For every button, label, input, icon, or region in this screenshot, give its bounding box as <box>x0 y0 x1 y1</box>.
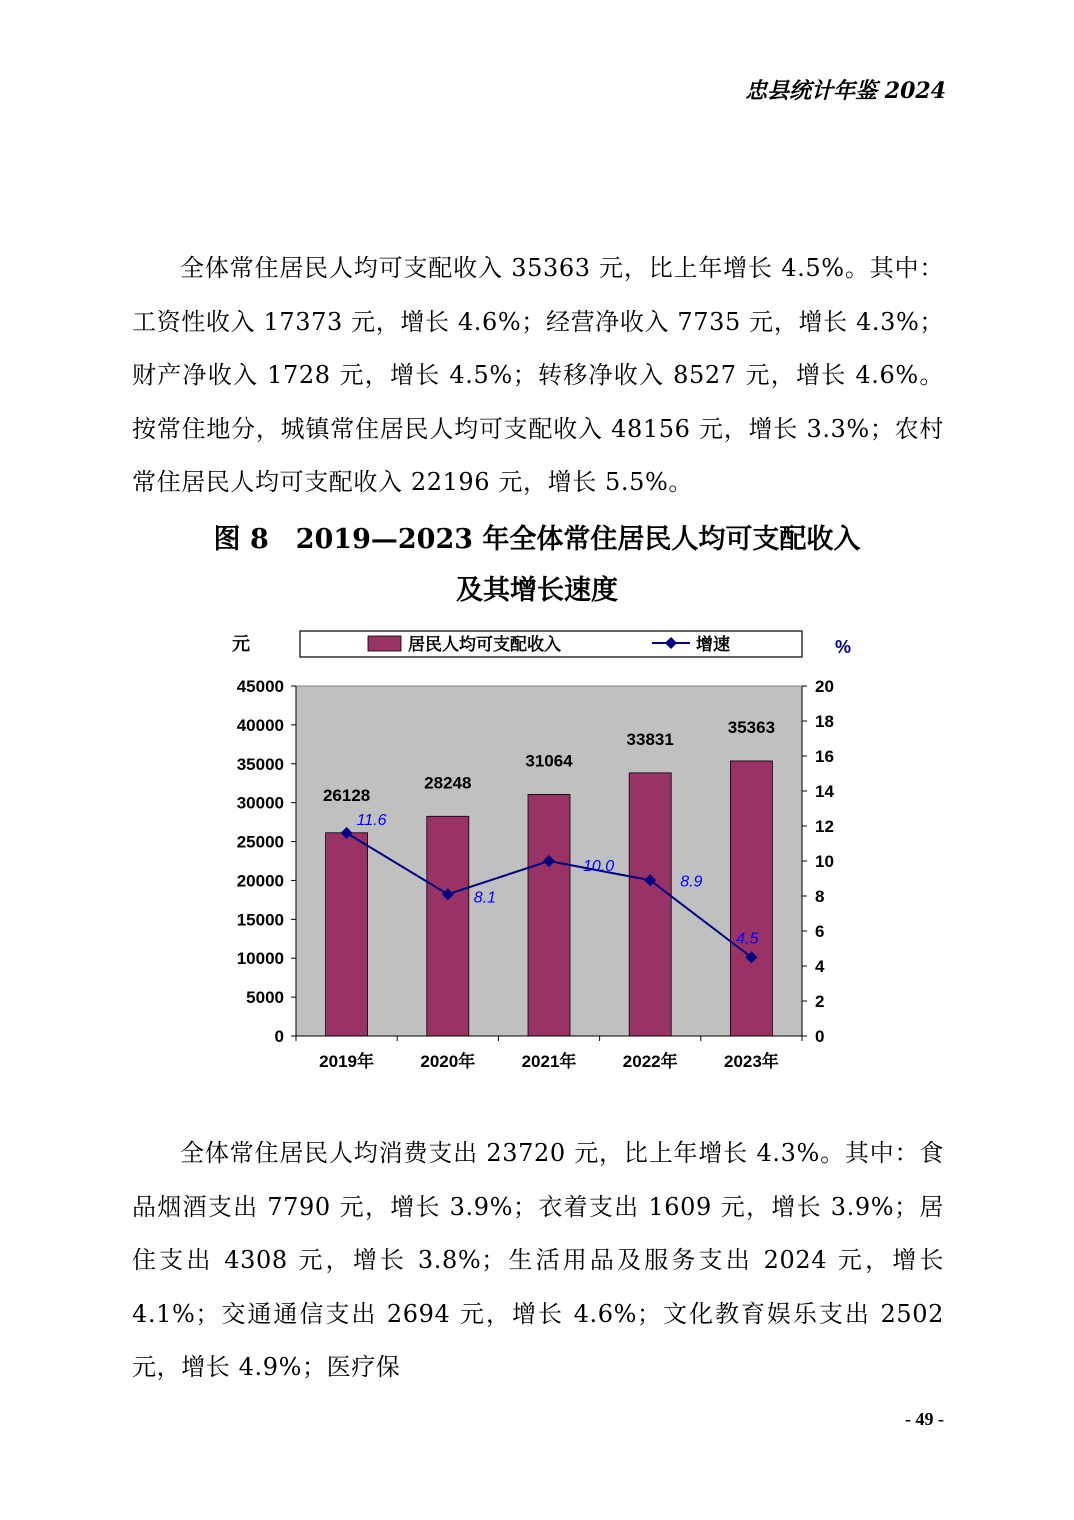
growth-value-label: 8.9 <box>680 873 703 891</box>
bar-value-label: 31064 <box>525 751 573 771</box>
right-tick-label: 10 <box>815 852 834 871</box>
x-tick-label: 2022年 <box>622 1052 678 1071</box>
legend <box>300 631 802 657</box>
running-header: 忠县统计年鉴 2024 <box>745 78 946 104</box>
right-tick-label: 6 <box>815 922 825 941</box>
bar <box>326 833 368 1036</box>
right-tick-label: 16 <box>815 747 834 766</box>
left-tick-label: 5000 <box>246 988 284 1008</box>
figure-title-line1: 图 8 2019—2023 年全体常住居民人均可支配收入 <box>213 524 861 555</box>
bar-value-label: 28248 <box>424 773 472 793</box>
left-tick-label: 40000 <box>236 715 284 735</box>
legend-bar-label: 居民人均可支配收入 <box>408 635 561 654</box>
left-tick-label: 15000 <box>236 910 284 930</box>
right-axis-unit: % <box>835 637 852 657</box>
legend-bar-swatch <box>368 636 401 651</box>
bar <box>528 794 570 1036</box>
left-tick-label: 30000 <box>236 793 284 813</box>
bar-value-label: 26128 <box>322 785 371 805</box>
bar-value-label: 35363 <box>727 717 776 737</box>
right-tick-label: 12 <box>815 817 834 836</box>
right-tick-label: 14 <box>815 782 834 801</box>
left-tick-label: 20000 <box>236 871 284 891</box>
bar-value-label: 33831 <box>626 729 674 749</box>
consumption-paragraph <box>132 1127 944 1395</box>
figure-title-line2: 及其增长速度 <box>456 575 618 606</box>
x-tick-label: 2021年 <box>521 1052 577 1071</box>
x-tick-label: 2019年 <box>319 1052 375 1071</box>
left-tick-label: 25000 <box>236 832 284 852</box>
growth-value-label: 4.5 <box>736 930 759 948</box>
growth-value-label: 10.0 <box>583 858 615 875</box>
right-tick-label: 18 <box>815 712 834 731</box>
bar <box>629 773 671 1036</box>
left-tick-label: 0 <box>274 1027 284 1046</box>
bar <box>427 816 469 1036</box>
page-number: - 49 - <box>905 1409 944 1429</box>
income-paragraph-text: 全体常住居民人均可支配收入 35363 元，比上年增长 4.5%。其中：工资性收入 17373 元，增长 4.6%；经营净收入 7735 元，增长 4.3%；财产净收入 1728 元，增长 4.5%；转移净收入 8527 元，增长 4.6%。按常住地分，城镇常住居民人均可支配收入 48156 元，增长 3.3%；农村常住居民人均可支配收入 22196 元，增长 5.5%。 <box>132 254 944 496</box>
growth-value-label: 8.1 <box>473 889 497 907</box>
consumption-paragraph-text: 全体常住居民人均消费支出 23720 元，比上年增长 4.3%。其中：食品烟酒支出 7790 元，增长 3.9%；衣着支出 1609 元，增长 3.9%；居住支出 4308 元，增长 3.8%；生活用品及服务支出 2024 元，增长 4.1%；交通通信支出 2694 元，增长 4.6%；文化教育娱乐支出 2502 元，增长 4.9%；医疗保 <box>132 1139 944 1381</box>
right-tick-label: 20 <box>815 677 834 696</box>
right-tick-label: 0 <box>815 1027 825 1046</box>
left-tick-label: 45000 <box>236 677 284 696</box>
right-axis <box>802 677 834 1046</box>
left-tick-label: 35000 <box>236 754 284 774</box>
right-tick-label: 2 <box>815 992 825 1011</box>
left-tick-label: 10000 <box>236 949 284 969</box>
x-axis-labels <box>296 1036 802 1071</box>
right-tick-label: 4 <box>815 957 825 976</box>
x-tick-label: 2020年 <box>420 1052 476 1071</box>
growth-value-label: 11.6 <box>356 812 387 829</box>
left-axis <box>237 677 296 1046</box>
bar <box>730 761 772 1036</box>
right-tick-label: 8 <box>815 887 825 906</box>
x-tick-label: 2023年 <box>723 1052 779 1071</box>
left-axis-unit: 元 <box>232 634 250 654</box>
legend-line-label: 增速 <box>696 635 730 654</box>
